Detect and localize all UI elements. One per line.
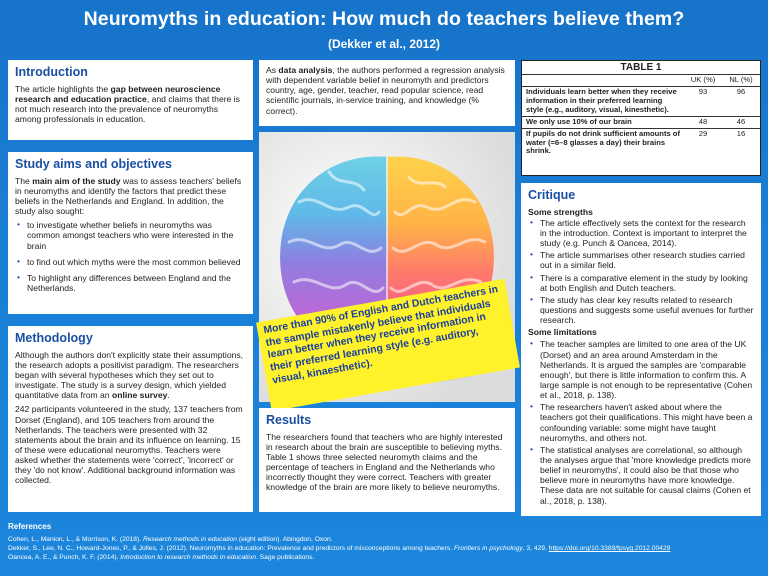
strengths-heading: Some strengths (528, 206, 593, 217)
results-panel (259, 408, 515, 512)
critique-panel (521, 183, 761, 516)
methodology-paragraph-2: 242 participants volunteered in the study, 137 teachers from Dorset (England), and 105 teachers from around the Netherlands. The teachers were presented with 32 statements about the brain and its influence on learning. 15 of these were educational neuromyths. Teachers were asked whether the statements were 'correct', 'incorrect' or they 'do not know'. Additional background information was collected. (15, 404, 243, 486)
list-item: • The article effectively sets the context for the research in the introduction. Context is important to interpret the study (e.g. Punch & Oancea, 2014). (528, 218, 754, 248)
table-row (522, 116, 760, 128)
table-cell-nl: 16 (722, 128, 760, 157)
study-aims-panel (8, 152, 253, 314)
list-item: • to find out which myths were the most common believed (15, 257, 246, 267)
list-item: • The article summarises other research studies carried out in a similar field. (528, 250, 754, 270)
strengths-list (528, 218, 754, 325)
poster-subtitle: (Dekker et al., 2012) (327, 37, 441, 51)
doi-link[interactable]: https://doi.org/10.3389/fpsyg.2012.00429 (548, 545, 671, 553)
table-cell-nl: 46 (722, 116, 760, 128)
list-item: • The study has clear key results related to research questions and suggests some useful avenues for further research. (528, 295, 754, 325)
study-aims-heading: Study aims and objectives (15, 157, 172, 171)
list-item: • To highlight any differences between England and the Netherlands. (15, 273, 246, 293)
introduction-text: The article highlights the gap between neuroscience research and education practice, and claims that there is not much research into the prevalence of neuromyths among professionals in education. (15, 83, 240, 125)
results-text: The researchers found that teachers who are highly interested in research about the brain are susceptible to believing myths. Table 1 shows three selected neuromyth claims and the percentage of teachers in England and the Netherlands who incorrectly thought they were correct. Teachers with greater knowledge of the brain are more likely to believe neuromyths. (266, 431, 503, 493)
list-item: • The teacher samples are limited to one area of the UK (Dorset) and an area around Amsterdam in the Netherlands. It is argued the samples are 'comparable enough', but there is little information to confirm this. A large sample is not enough to be representative (Cohen et al., 2018, p. 138). (528, 339, 754, 400)
table-cell-uk: 93 (684, 86, 722, 116)
table-cell-uk: 29 (684, 128, 722, 157)
table-cell-claim: If pupils do not drink sufficient amounts of water (=6–8 glasses a day) their brains shrink. (522, 128, 684, 157)
table-header-row (522, 74, 760, 86)
list-item: • There is a comparative element in the study by looking at both English and Dutch teachers. (528, 273, 754, 293)
limitations-heading: Some limitations (528, 327, 597, 338)
column-header-uk: UK (%) (684, 74, 722, 86)
table-title: TABLE 1 (620, 62, 662, 73)
introduction-panel (8, 60, 253, 140)
references-heading: References (8, 522, 52, 531)
neuromyth-table (522, 74, 760, 158)
limitations-list (528, 339, 754, 505)
table-cell-claim: We only use 10% of our brain (522, 116, 684, 128)
table-row (522, 128, 760, 157)
introduction-heading: Introduction (15, 65, 88, 79)
list-item: • The researchers haven't asked about where the teachers got their qualifications. This might have been a confounding variable: some might have taught neuromyths, and others not. (528, 402, 754, 443)
reference-item: Cohen, L., Manion, L., & Morrison, K. (2018). Research methods in education (eight edition). Abingdon, Oxon. (8, 536, 333, 544)
study-aims-text: The main aim of the study was to assess teachers' beliefs in neuromyths and identify the factors that predict these beliefs in the Netherlands and England. In addition, the study also sought: (15, 175, 242, 217)
data-analysis-panel (259, 60, 515, 126)
poster-title: Neuromyths in education: How much do teachers believe them? (83, 8, 685, 30)
table-cell-uk: 48 (684, 116, 722, 128)
references-section (8, 522, 760, 563)
table-row (522, 86, 760, 116)
column-header-nl: NL (%) (722, 74, 760, 86)
methodology-paragraph-1: Although the authors don't explicitly state their assumptions, the research adopts a positivist paradigm. The researchers began with several hypotheses which they set out to investigate. The study is a survey design, which yielded quantitative data from an online survey. (15, 349, 244, 401)
key-finding-callout: More than 90% of English and Dutch teachers in the sample mistakenly believe that individuals learn better when they receive information in their preferred learning style (e.g. auditory, visual, kinaesthetic). (256, 279, 520, 411)
poster-header (0, 8, 768, 51)
list-item: • to investigate whether beliefs in neuromyths was common amongst teachers who were interested in the brain (15, 220, 246, 250)
aims-list (15, 220, 246, 293)
table-cell-claim: Individuals learn better when they receive information in their preferred learning style (e.g., auditory, visual, kinesthetic). (522, 86, 684, 116)
list-item: • The statistical analyses are correlational, so although the analyses argue that 'more knowledge predicts more belief in neuromyths', it could also be that those who believe more in neuromyths have more knowledge. These data are not suitable for causal claims (Cohen et al., 2018, p. 138). (528, 445, 754, 506)
table-1-panel (521, 60, 761, 176)
methodology-panel (8, 326, 253, 512)
methodology-heading: Methodology (15, 331, 93, 345)
results-heading: Results (266, 413, 312, 427)
reference-item: Dekker, S., Lee, N. C., Howard-Jones, P., & Jolles, J. (2012). Neuromyths in education: Prevalence and predictors of misconceptions among teachers. Frontiers in psychology, 3, 429. https://doi.org/10.3389/fpsyg.2012.00429 (8, 545, 671, 553)
critique-heading: Critique (528, 188, 576, 202)
table-cell-nl: 96 (722, 86, 760, 116)
data-analysis-text: As data analysis, the authors performed a regression analysis with dependent variable belief in neuromyth and predictors country, age, gender, teacher, read popular science, read scientific journals, in-service training, and knowledge (% correct). (266, 65, 505, 116)
reference-item: Oancea, A. E., & Punch, K. F. (2014). Introduction to research methods in education. Sage publications. (8, 553, 315, 561)
